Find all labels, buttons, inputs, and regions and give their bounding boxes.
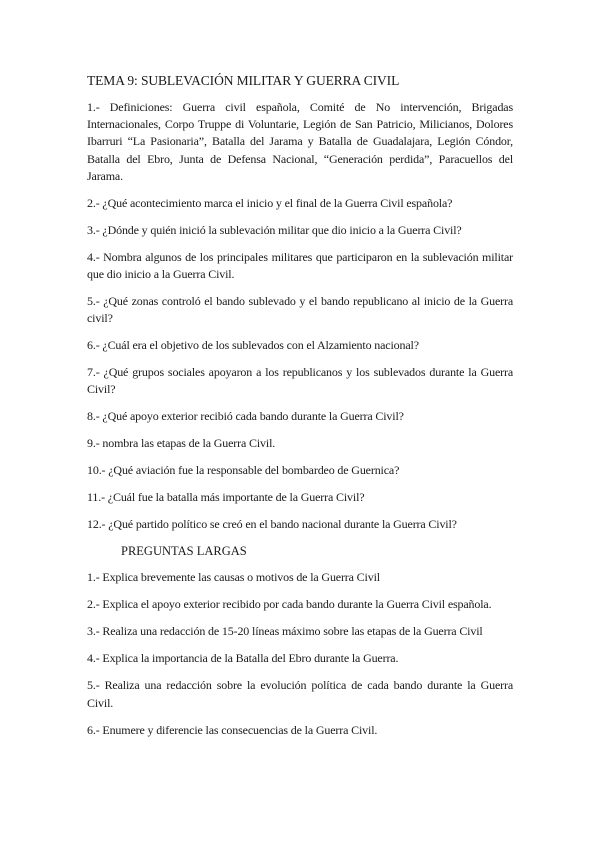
short-question-6: 6.- ¿Cuál era el objetivo de los sublevados con el Alzamiento nacional? [87, 338, 419, 353]
long-question-6: 6.- Enumere y diferencie las consecuencias de la Guerra Civil. [87, 722, 378, 737]
short-question-4: 4.- Nombra algunos de los principales militares que participaron en la sublevación militar que dio inicio a la Guerra Civil. [87, 249, 513, 282]
short-question-1: 1.- Definiciones: Guerra civil española, Comité de No intervención, Brigadas Internacionales, Corpo Truppe di Voluntarie, Legión de San Patricio, Milicianos, Dolores Ibarruri “La Pasionaria”, Batalla del Jarama y Batalla de Guadalajara, Legión Cóndor, Batalla del Ebro, Junta de Defensa Nacional, “Generación perdida”, Paracuellos del Jarama. [87, 100, 513, 183]
short-question-12: 12.- ¿Qué partido político se creó en el bando nacional durante la Guerra Civil? [87, 517, 457, 532]
short-question-8: 8.- ¿Qué apoyo exterior recibió cada bando durante la Guerra Civil? [87, 409, 404, 424]
short-question-11: 11.- ¿Cuál fue la batalla más importante de la Guerra Civil? [87, 490, 365, 505]
short-question-7: 7.- ¿Qué grupos sociales apoyaron a los republicanos y los sublevados durante la Guerra Civil? [87, 365, 513, 397]
long-questions-heading: PREGUNTAS LARGAS [121, 544, 247, 559]
page-title: TEMA 9: SUBLEVACIÓN MILITAR Y GUERRA CIVIL [87, 73, 400, 88]
long-question-3: 3.- Realiza una redacción de 15-20 líneas máximo sobre las etapas de la Guerra Civil [87, 624, 483, 639]
long-question-4: 4.- Explica la importancia de la Batalla del Ebro durante la Guerra. [87, 651, 399, 666]
short-question-9: 9.- nombra las etapas de la Guerra Civil. [87, 436, 276, 451]
short-question-2: 2.- ¿Qué acontecimiento marca el inicio y el final de la Guerra Civil española? [87, 195, 453, 210]
long-question-1: 1.- Explica brevemente las causas o motivos de la Guerra Civil [87, 570, 380, 585]
long-question-2: 2.- Explica el apoyo exterior recibido por cada bando durante la Guerra Civil española. [87, 597, 492, 612]
long-question-5: 5.- Realiza una redacción sobre la evolución política de cada bando durante la Guerra Civil. [87, 678, 513, 710]
short-question-5: 5.- ¿Qué zonas controló el bando sublevado y el bando republicano al inicio de la Guerra civil? [87, 294, 513, 326]
document-page [87, 72, 513, 739]
short-question-3: 3.- ¿Dónde y quién inició la sublevación militar que dio inicio a la Guerra Civil? [87, 222, 462, 237]
short-question-10: 10.- ¿Qué aviación fue la responsable del bombardeo de Guernica? [87, 463, 400, 478]
